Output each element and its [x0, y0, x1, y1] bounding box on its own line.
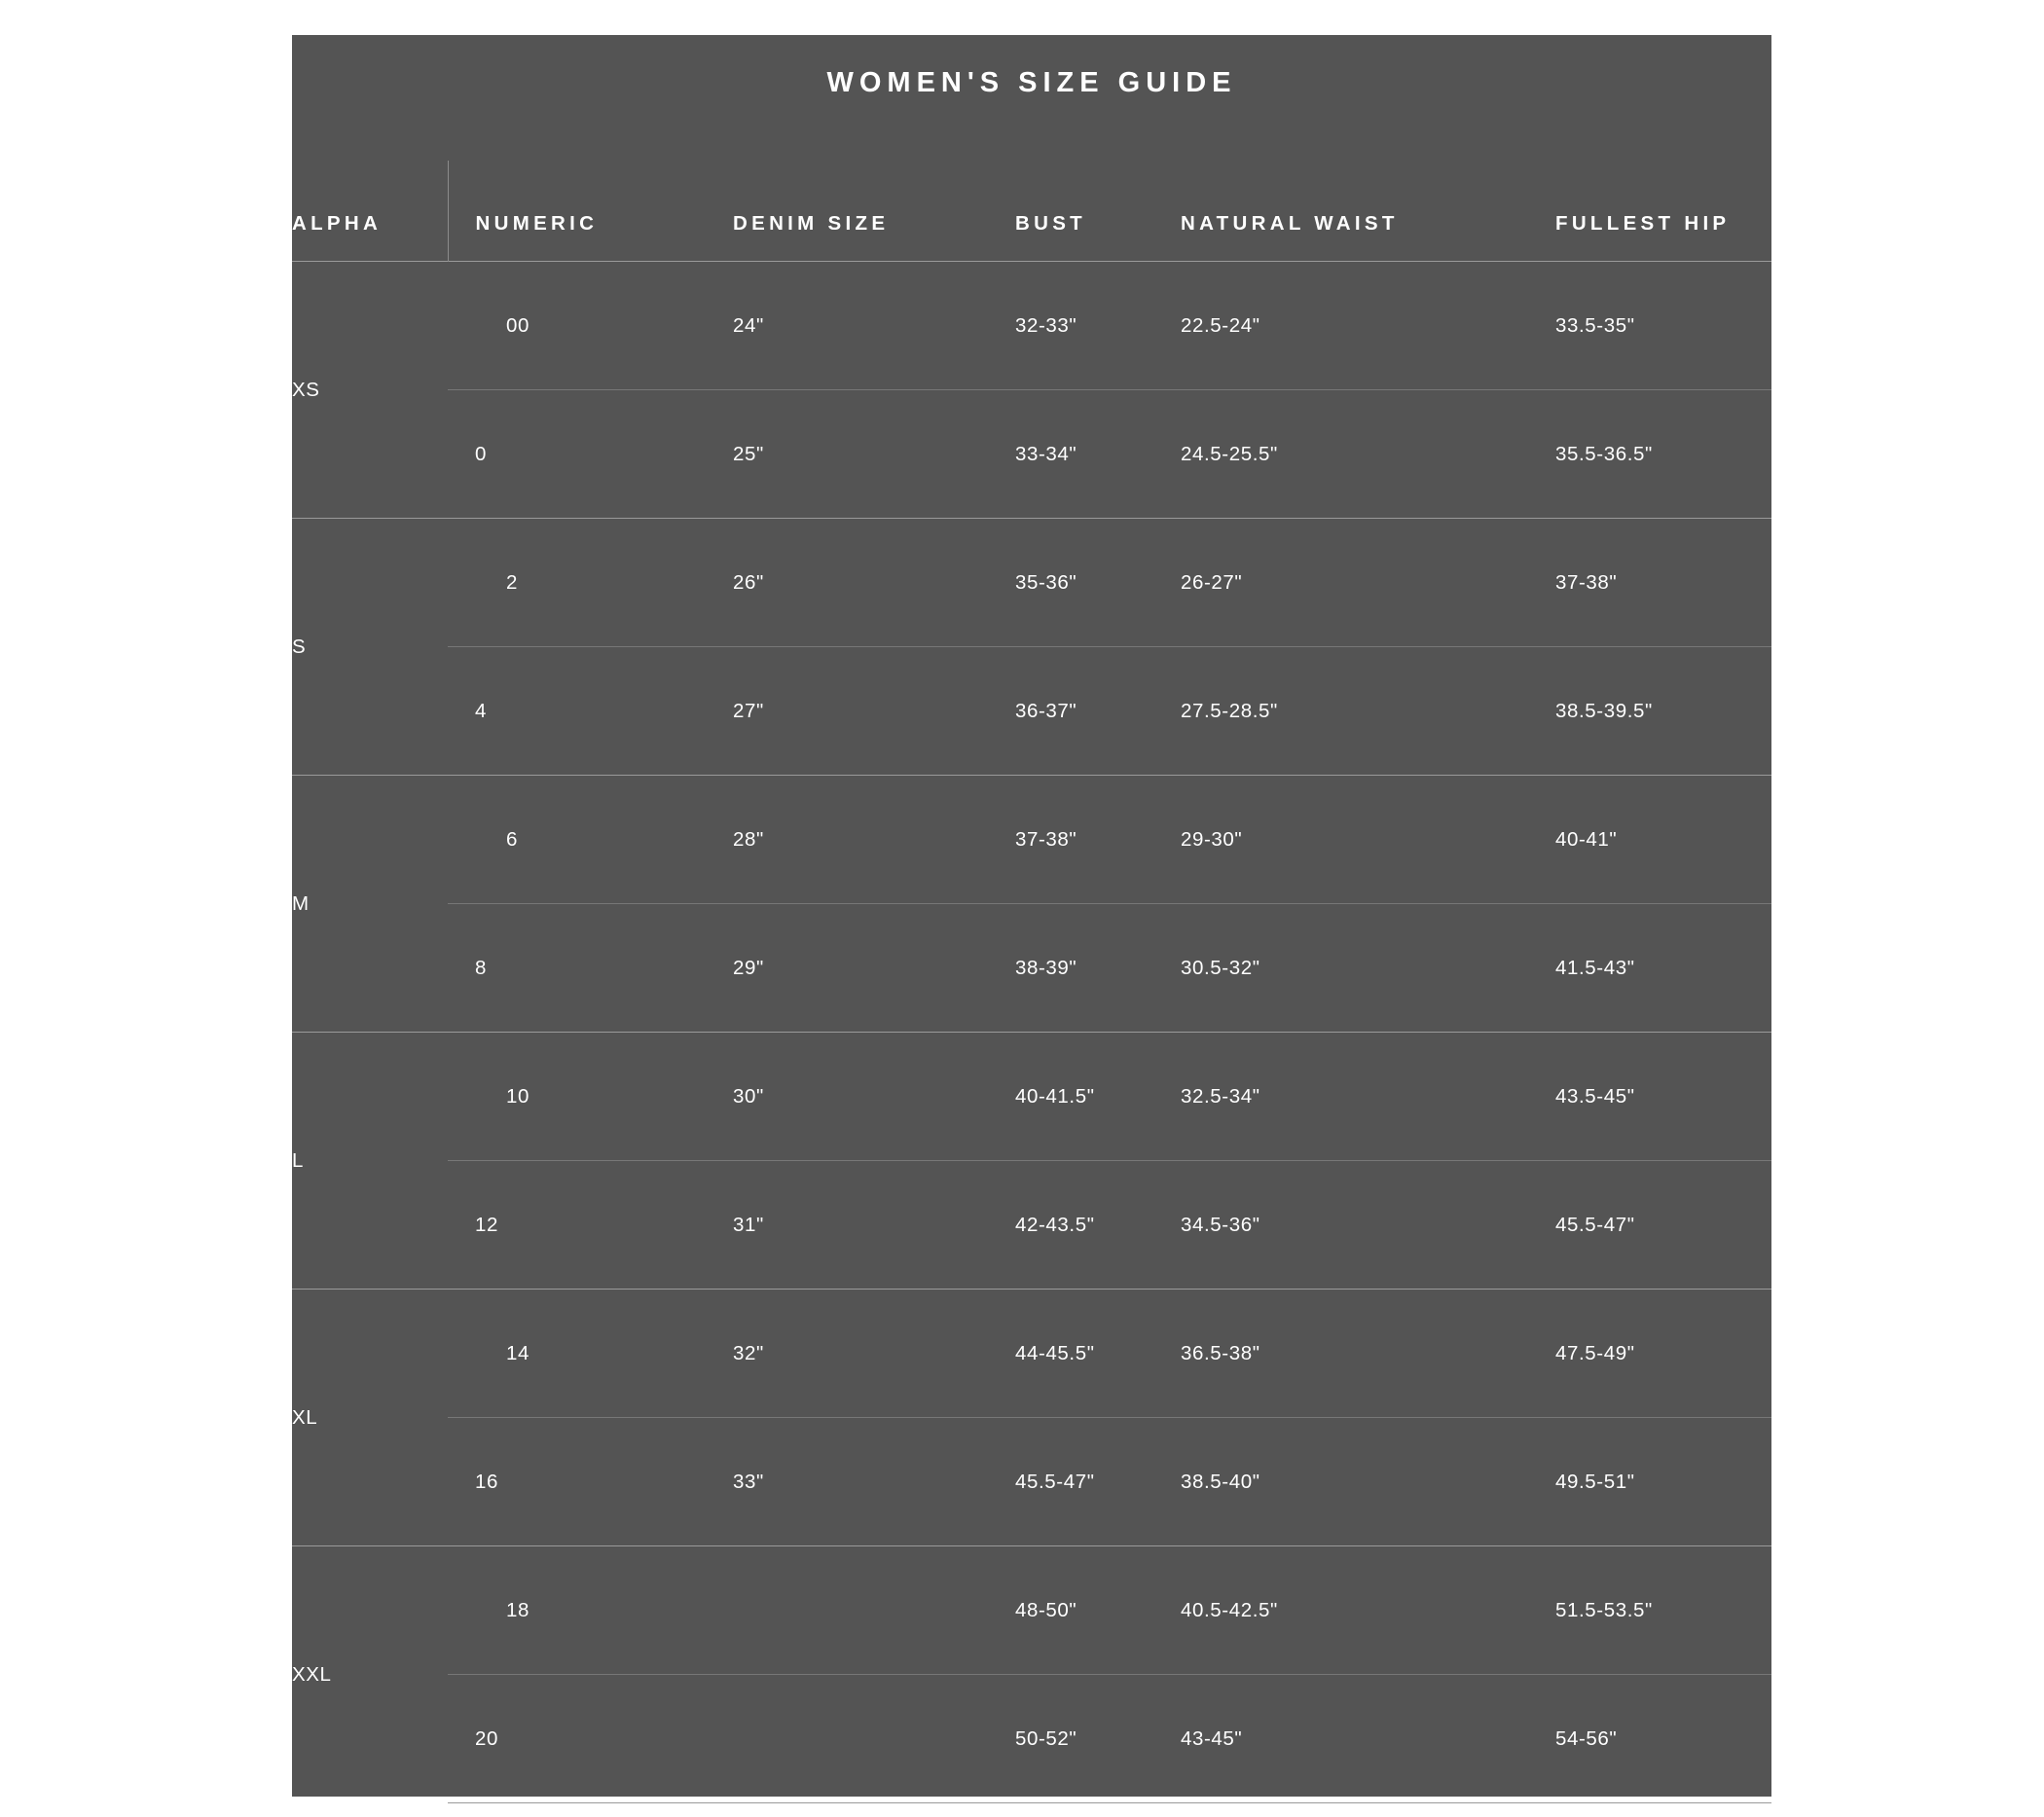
numeric-size-cell: 16 — [448, 1418, 706, 1546]
denim-size-cell: 26" — [706, 519, 988, 647]
bust-cell: 44-45.5" — [988, 1290, 1153, 1418]
bust-cell: 50-52" — [988, 1675, 1153, 1803]
table-row — [292, 1675, 1771, 1803]
natural-waist-cell: 27.5-28.5" — [1153, 647, 1528, 776]
size-guide-panel — [292, 35, 1771, 1797]
fullest-hip-cell: 37-38" — [1528, 519, 1771, 647]
denim-size-cell — [706, 1546, 988, 1675]
bust-cell: 38-39" — [988, 904, 1153, 1033]
column-header-denim-size: DENIM SIZE — [733, 212, 890, 236]
bust-cell: 35-36" — [988, 519, 1153, 647]
fullest-hip-cell: 38.5-39.5" — [1528, 647, 1771, 776]
numeric-size-cell: 6 — [448, 776, 706, 904]
denim-size-cell: 32" — [706, 1290, 988, 1418]
table-row — [292, 262, 1771, 390]
natural-waist-cell: 43-45" — [1153, 1675, 1528, 1803]
natural-waist-cell: 26-27" — [1153, 519, 1528, 647]
natural-waist-cell: 29-30" — [1153, 776, 1528, 904]
table-row — [292, 1290, 1771, 1418]
table-row — [292, 1418, 1771, 1546]
bust-cell: 36-37" — [988, 647, 1153, 776]
fullest-hip-cell: 51.5-53.5" — [1528, 1546, 1771, 1675]
column-header-bust: BUST — [1015, 212, 1087, 236]
alpha-size-cell: XXL — [292, 1546, 448, 1803]
natural-waist-cell: 22.5-24" — [1153, 262, 1528, 390]
fullest-hip-cell: 45.5-47" — [1528, 1161, 1771, 1290]
column-header-numeric: NUMERIC — [475, 212, 599, 236]
numeric-size-cell: 18 — [448, 1546, 706, 1675]
column-header-fullest-hip: FULLEST HIP — [1555, 212, 1731, 236]
numeric-size-cell: 14 — [448, 1290, 706, 1418]
table-row — [292, 1033, 1771, 1161]
alpha-size-cell: L — [292, 1033, 448, 1290]
denim-size-cell: 28" — [706, 776, 988, 904]
numeric-size-cell: 20 — [448, 1675, 706, 1803]
size-guide-table — [292, 161, 1771, 1804]
fullest-hip-cell: 47.5-49" — [1528, 1290, 1771, 1418]
bust-cell: 32-33" — [988, 262, 1153, 390]
denim-size-cell: 24" — [706, 262, 988, 390]
bust-cell: 42-43.5" — [988, 1161, 1153, 1290]
natural-waist-cell: 30.5-32" — [1153, 904, 1528, 1033]
fullest-hip-cell: 40-41" — [1528, 776, 1771, 904]
fullest-hip-cell: 33.5-35" — [1528, 262, 1771, 390]
table-header — [292, 161, 1771, 262]
fullest-hip-cell: 35.5-36.5" — [1528, 390, 1771, 519]
denim-size-cell: 27" — [706, 647, 988, 776]
natural-waist-cell: 40.5-42.5" — [1153, 1546, 1528, 1675]
table-body — [292, 262, 1771, 1803]
bust-cell: 33-34" — [988, 390, 1153, 519]
natural-waist-cell: 34.5-36" — [1153, 1161, 1528, 1290]
alpha-size-cell: M — [292, 776, 448, 1033]
natural-waist-cell: 38.5-40" — [1153, 1418, 1528, 1546]
natural-waist-cell: 36.5-38" — [1153, 1290, 1528, 1418]
numeric-size-cell: 2 — [448, 519, 706, 647]
table-header-row — [292, 161, 1771, 262]
denim-size-cell: 25" — [706, 390, 988, 519]
table-row — [292, 519, 1771, 647]
numeric-size-cell: 10 — [448, 1033, 706, 1161]
fullest-hip-cell: 43.5-45" — [1528, 1033, 1771, 1161]
column-header-natural-waist: NATURAL WAIST — [1181, 212, 1399, 236]
table-row — [292, 776, 1771, 904]
table-row — [292, 647, 1771, 776]
fullest-hip-cell: 41.5-43" — [1528, 904, 1771, 1033]
alpha-size-cell: XS — [292, 262, 448, 519]
alpha-size-cell: XL — [292, 1290, 448, 1546]
column-header-alpha: ALPHA — [292, 161, 448, 262]
alpha-size-cell: S — [292, 519, 448, 776]
table-row — [292, 390, 1771, 519]
bust-cell: 48-50" — [988, 1546, 1153, 1675]
denim-size-cell: 31" — [706, 1161, 988, 1290]
numeric-size-cell: 12 — [448, 1161, 706, 1290]
denim-size-cell: 30" — [706, 1033, 988, 1161]
bust-cell: 37-38" — [988, 776, 1153, 904]
fullest-hip-cell: 49.5-51" — [1528, 1418, 1771, 1546]
table-row — [292, 1161, 1771, 1290]
table-row — [292, 904, 1771, 1033]
table-row — [292, 1546, 1771, 1675]
fullest-hip-cell: 54-56" — [1528, 1675, 1771, 1803]
denim-size-cell: 29" — [706, 904, 988, 1033]
numeric-size-cell: 8 — [448, 904, 706, 1033]
denim-size-cell — [706, 1675, 988, 1803]
numeric-size-cell: 4 — [448, 647, 706, 776]
bust-cell: 45.5-47" — [988, 1418, 1153, 1546]
page-title: WOMEN'S SIZE GUIDE — [826, 67, 1237, 98]
natural-waist-cell: 24.5-25.5" — [1153, 390, 1528, 519]
natural-waist-cell: 32.5-34" — [1153, 1033, 1528, 1161]
numeric-size-cell: 00 — [448, 262, 706, 390]
bust-cell: 40-41.5" — [988, 1033, 1153, 1161]
denim-size-cell: 33" — [706, 1418, 988, 1546]
numeric-size-cell: 0 — [448, 390, 706, 519]
